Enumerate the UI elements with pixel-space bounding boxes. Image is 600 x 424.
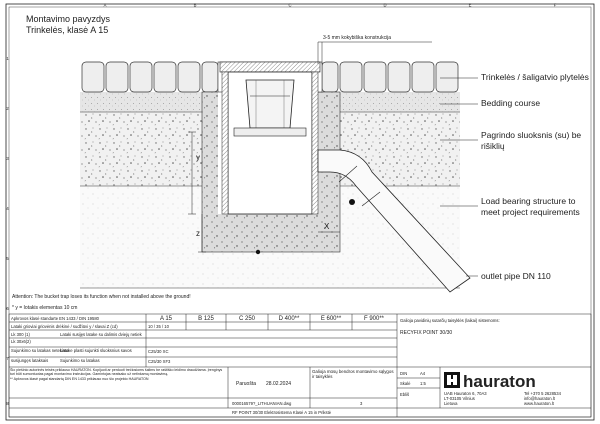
side-label: Lk 30x6(2): [11, 339, 31, 344]
address-line: UAB Hauraton 6, 70A3: [444, 391, 487, 396]
footnote-box: [10, 368, 226, 398]
class-f900: F 900**: [363, 316, 385, 322]
border-letter: A: [103, 2, 107, 8]
product-name: RECYFIX POINT 30/30: [400, 330, 453, 336]
side-label: Sujunkimo su latakas netekimo: [11, 348, 69, 353]
border-number: 4: [6, 206, 9, 211]
row-value: 10 / 35 / 10: [148, 324, 169, 329]
bottom-title: RF POINT 30/30 Elektrosistema Klasė A 15 in Prikstė: [232, 410, 332, 415]
border-number: 3: [6, 156, 9, 161]
dim-y: y: [196, 153, 200, 162]
prepared-label: Paruošta: [236, 381, 257, 387]
point-drain: [220, 62, 320, 214]
border-letter: E: [468, 2, 472, 8]
row-value: C25/30 XC: [148, 349, 169, 354]
callout-pipe: outlet pipe DN 110: [481, 271, 551, 281]
row-label: Lataki grioviai griovėnis drėkinė / sudžiūvi y / slavai Z (cd): [11, 324, 118, 329]
callout-base-line1: Pagrindo sluoksnis (su) be: [481, 130, 582, 140]
contact-line: www.hauraton.lt: [524, 401, 554, 406]
meta-value: 1:5: [420, 381, 426, 386]
row-label: Sujunkimo su latakas: [60, 358, 100, 363]
bucket-trap: [246, 80, 294, 128]
callout-base-line2: rišiklių: [481, 141, 505, 151]
class-d400: D 400**: [278, 316, 300, 322]
row-label: Lataki susijęs latake su dalimis dviejų netiek: [60, 332, 142, 337]
meta-value: A4: [420, 371, 426, 376]
dim-z: z: [196, 229, 200, 238]
border-number: 2: [6, 106, 9, 111]
border-number: 7: [6, 356, 9, 361]
xyz-note: * y = Iotakis elementas 10 cm: [12, 305, 78, 311]
border-letter: F: [553, 2, 557, 8]
class-e600: E 600**: [320, 316, 342, 322]
border-number: 8: [6, 401, 9, 406]
hauraton-logo: [444, 372, 536, 391]
callout-load-line1: Load bearing structure to: [481, 196, 576, 206]
callout-load-line2: meet project requirements: [481, 207, 580, 217]
border-number: 1: [6, 56, 9, 61]
meta-key: DIN: [400, 371, 408, 376]
drawing-subtitle: Trinkelės, klasė A 15: [26, 25, 109, 35]
dim-top-label: 3-5 mm kokybiška konstrukcija: [323, 35, 392, 41]
meta-key: Skalė: [400, 381, 411, 386]
scale-symbol: 3: [360, 401, 363, 406]
border-letter: C: [288, 2, 292, 8]
notice-box: [312, 369, 396, 397]
attention-note: Attention: The bucket trap loses its function when not installed above the ground!: [12, 294, 191, 300]
class-c250: C 250: [238, 316, 256, 322]
border-letter: D: [383, 2, 387, 8]
title-block: [9, 314, 591, 417]
side-label: susijungęs lataksais: [11, 358, 49, 363]
row-value: C25/30 XF3: [148, 359, 171, 364]
class-a15: A 15: [159, 316, 173, 322]
border-number: 6: [6, 306, 9, 311]
address-line: Lietuva: [444, 401, 458, 406]
doc-code: 000016579?_LITHUANIAN.dwg: [232, 401, 292, 406]
class-header-label: Apkrovos klasė standarte EN 1433 / DIN 19580: [11, 316, 99, 321]
border-letter: B: [193, 2, 197, 8]
class-b125: B 125: [198, 316, 214, 322]
product-header: Galioja pavidinių sutarčių taisyklės (laikai) sistemoms:: [400, 318, 500, 323]
footnote-text-2: ** Apkrovos klasė pagal standartą DIN EN 1433 priklauso nuo šio projekto HAURATON: [10, 376, 149, 381]
address-line: LT-03105 Vilnius: [444, 396, 475, 401]
footnote-text: Šio piešinio autorinės teisės priklauso HAURATON. Kopijuoti ar perduoti trečiosioms šalims be raštiško leidimo draudžiama. Įrenginys turi būti sumontuotas pagal montavimo instrukcijas. Gamintojas neatsako už netinkamą montavimą.: [10, 368, 223, 377]
contact-line: Tel +370 5 2628534: [524, 391, 561, 396]
drawing-title: Montavimo pavyzdys: [26, 14, 111, 24]
callout-bedding: Bedding course: [481, 98, 541, 108]
meta-key: Ebliš: [400, 392, 410, 397]
date-value: 28.02.2024: [266, 381, 292, 387]
brand-name: hauraton: [463, 372, 536, 391]
contact-line: info@hauraton.lt: [524, 396, 555, 401]
row-label: Latake plasti sujunkti sluoksnius savos: [60, 348, 132, 353]
dim-x: X: [324, 222, 330, 231]
callout-pavers: Trinkelės / šaligatvio plytelės: [481, 72, 589, 82]
side-label: Lk 300 (1): [11, 332, 30, 337]
notice-text: Galioja mūsų bendros montavimo sąlygos ir taisyklės: [312, 369, 394, 379]
border-number: 5: [6, 256, 9, 261]
grating: [220, 62, 320, 72]
